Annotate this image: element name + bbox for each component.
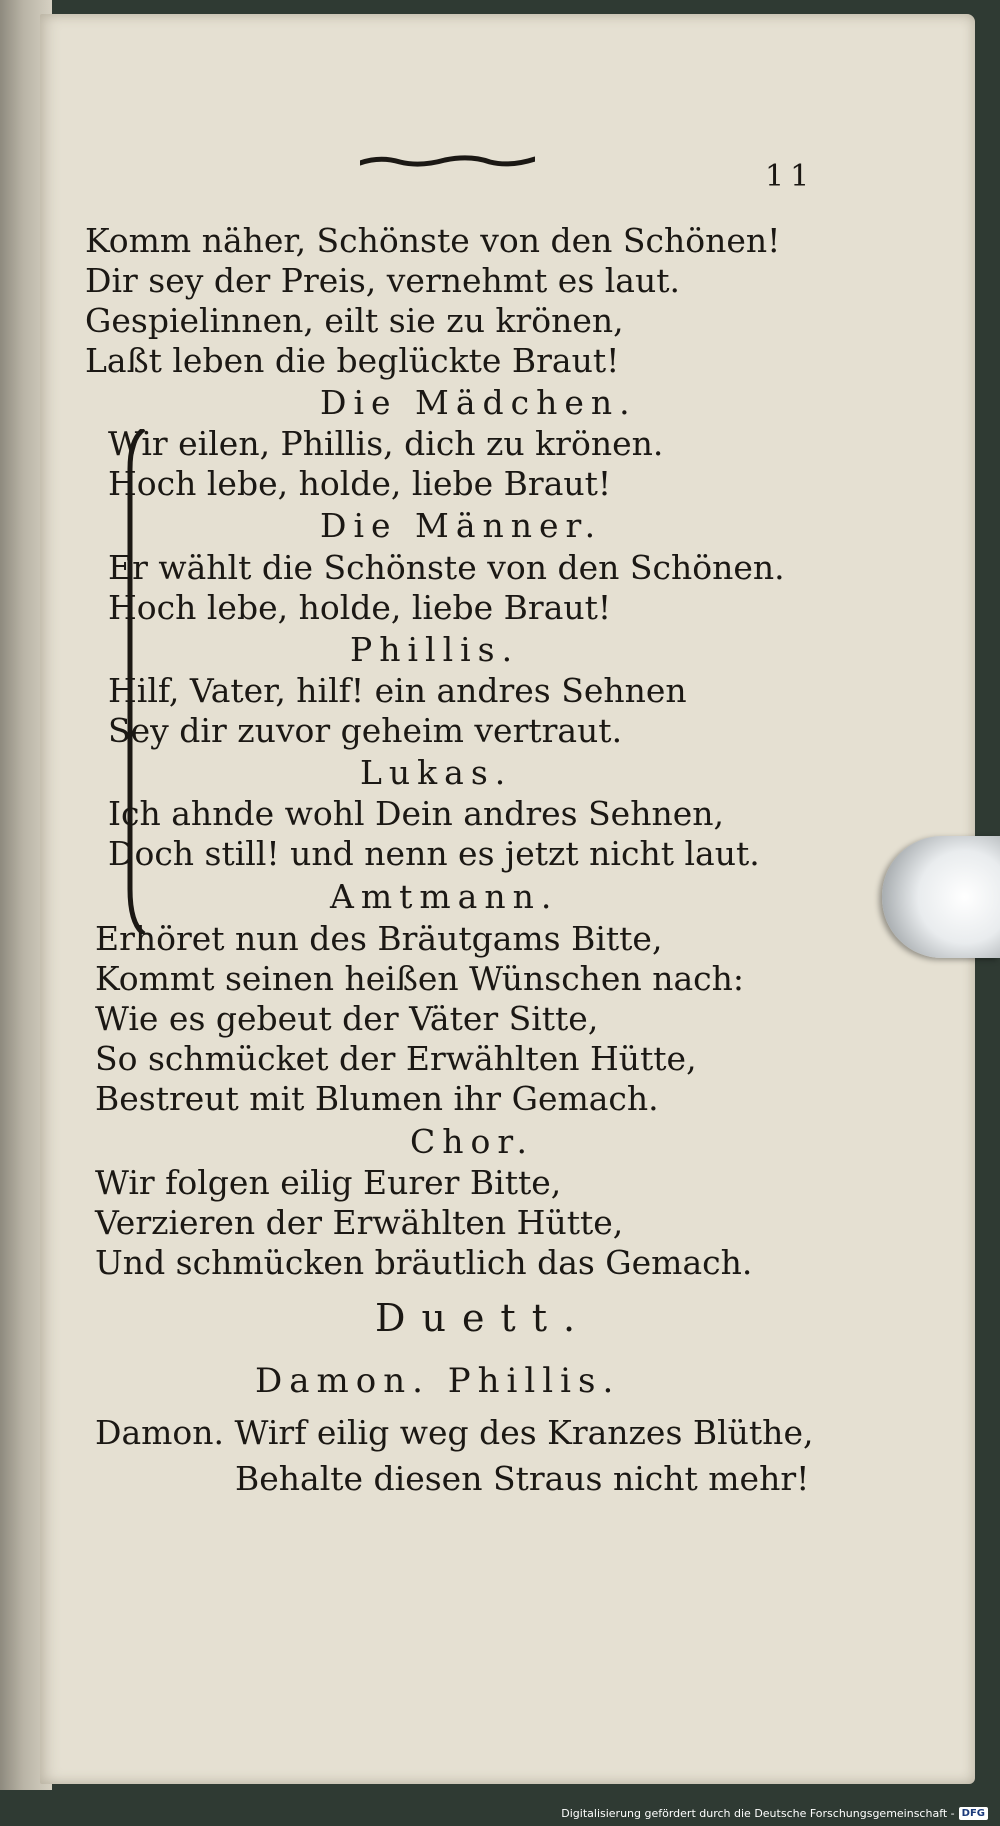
verse-line: Wir folgen eilig Eurer Bitte,	[95, 1163, 562, 1202]
verse-line: Hoch lebe, holde, liebe Braut!	[108, 588, 612, 627]
speaker-heading: Amtmann.	[330, 877, 559, 916]
verse-line: Bestreut mit Blumen ihr Gemach.	[95, 1079, 659, 1118]
verse-line: Hilf, Vater, hilf! ein andres Sehnen	[108, 671, 687, 710]
credit-text: Digitalisierung gefördert durch die Deutsche Forschungsgemeinschaft -	[561, 1807, 955, 1820]
speaker-heading: Die Männer.	[320, 506, 603, 545]
page-clip	[882, 836, 1000, 958]
verse-line: Sey dir zuvor geheim vertraut.	[108, 711, 623, 750]
verse-line: Wie es gebeut der Väter Sitte,	[95, 999, 599, 1038]
verse-line: Hoch lebe, holde, liebe Braut!	[108, 464, 612, 503]
speaker-heading: Lukas.	[360, 753, 513, 792]
verse-line: Er wählt die Schönste von den Schönen.	[108, 548, 785, 587]
verse-line: Wir eilen, Phillis, dich zu krönen.	[108, 424, 664, 463]
book-page	[40, 14, 975, 1784]
verse-line: Erhöret nun des Bräutgams Bitte,	[95, 919, 663, 958]
speaker-heading: Damon. Phillis.	[255, 1361, 621, 1401]
page-number: 11	[765, 159, 816, 194]
verse-line: So schmücket der Erwählten Hütte,	[95, 1039, 697, 1078]
speaker-heading: Chor.	[410, 1122, 535, 1161]
verse-line: Laßt leben die beglückte Braut!	[85, 341, 620, 380]
verse-line: Verzieren der Erwählten Hütte,	[95, 1203, 624, 1242]
header-ornament	[360, 154, 535, 170]
verse-line: Doch still! und nenn es jetzt nicht laut.	[108, 834, 760, 873]
verse-line: Damon. Wirf eilig weg des Kranzes Blüthe,	[95, 1413, 814, 1452]
verse-line: Dir sey der Preis, vernehmt es laut.	[85, 261, 680, 300]
section-title: Duett.	[375, 1296, 592, 1340]
dfg-logo: DFG	[959, 1807, 988, 1820]
verse-line: Kommt seinen heißen Wünschen nach:	[95, 959, 744, 998]
verse-line: Und schmücken bräutlich das Gemach.	[95, 1243, 753, 1282]
digitization-credit	[561, 1807, 988, 1820]
speaker-heading: Phillis.	[350, 630, 520, 669]
verse-line: Behalte diesen Straus nicht mehr!	[235, 1459, 810, 1498]
verse-line: Gespielinnen, eilt sie zu krönen,	[85, 301, 624, 340]
page-content	[40, 14, 975, 1784]
verse-line: Ich ahnde wohl Dein andres Sehnen,	[108, 794, 724, 833]
speaker-heading: Die Mädchen.	[320, 383, 637, 422]
verse-line: Komm näher, Schönste von den Schönen!	[85, 221, 781, 260]
